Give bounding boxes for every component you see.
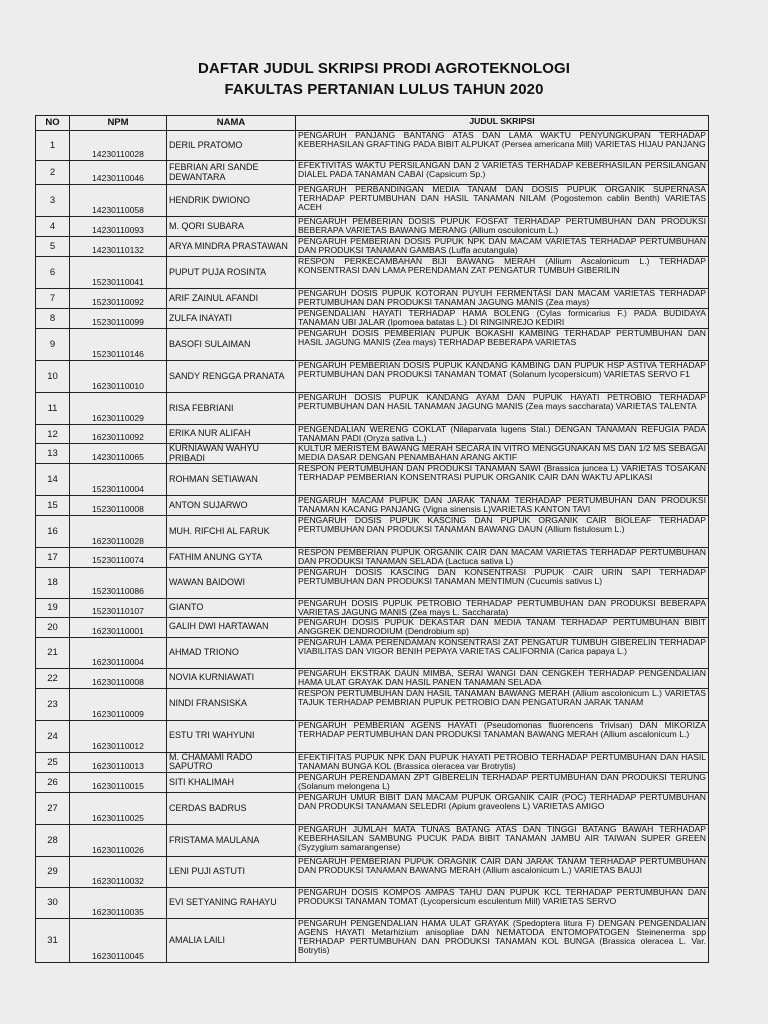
table-row (36, 792, 709, 824)
row-nama: ZULFA INAYATI (167, 309, 296, 329)
row-no: 30 (36, 887, 70, 918)
row-npm: 15230110099 (70, 309, 167, 329)
row-judul: KULTUR MERISTEM BAWANG MERAH SECARA IN VITRO MENGGUNAKAN MS DAN 1/2 MS SEBAGAI MEDIA DASAR DENGAN PENAMBAHAN ARANG AKTIF (296, 444, 709, 464)
row-nama: EVI SETYANING RAHAYU (167, 887, 296, 918)
row-nama: ARIF ZAINUL AFANDI (167, 289, 296, 309)
row-judul: PENGARUH DOSIS KASCING DAN KONSENTRASI PUPUK CAIR URIN SAPI TERHADAP PERTUMBUHAN DAN PRODUKSI TANAMAN MENTIMUN (Cucumis sativus L) (296, 567, 709, 598)
row-no: 12 (36, 425, 70, 444)
table-row (36, 598, 709, 617)
row-judul: PENGARUH DOSIS PUPUK KANDANG AYAM DAN PUPUK HAYATI PETROBIO TERHADAP PERTUMBUHAN DAN HASIL TANAMAN JAGUNG MANIS (Zea mays saccharata) VARIETAS TALENTA (296, 393, 709, 425)
row-nama: SANDY RENGGA PRANATA (167, 361, 296, 393)
row-no: 20 (36, 617, 70, 637)
table-row (36, 567, 709, 598)
row-nama: ANTON SUJARWO (167, 496, 296, 516)
row-judul: PENGARUH PEMBERIAN AGENS HAYATI (Pseudomonas fluorencens Trivisan) DAN MIKORIZA TERHADAP PERTUMBUHAN DAN PRODUKSI TANAMAN BAWANG MERAH (Allium ascalonicum L.) (296, 720, 709, 752)
row-nama: GIANTO (167, 598, 296, 617)
row-no: 13 (36, 444, 70, 464)
row-nama: HENDRIK DWIONO (167, 185, 296, 217)
row-judul: PENGARUH DOSIS PUPUK KOTORAN PUYUH FERMENTASI DAN MACAM VARIETAS TERHADAP PERTUMBUHAN DAN PRODUKSI TANAMAN JAGUNG MANIS (Zea mays) (296, 289, 709, 309)
row-nama: M. QORI SUBARA (167, 217, 296, 237)
row-npm: 14230110058 (70, 185, 167, 217)
thesis-table (35, 115, 709, 963)
row-judul: PENGARUH PEMBERIAN DOSIS PUPUK FOSFAT TERHADAP PERTUMBUHAN DAN PRODUKSI BEBERAPA VARIETAS BAWANG MERANG (Allium osculonicum L.) (296, 217, 709, 237)
row-nama: NINDI FRANSISKA (167, 688, 296, 720)
row-nama: FEBRIAN ARI SANDE DEWANTARA (167, 161, 296, 185)
row-nama: LENI PUJI ASTUTI (167, 856, 296, 887)
row-judul: PENGARUH LAMA PERENDAMAN KONSENTRASI ZAT PENGATUR TUMBUH GIBERELIN TERHADAP VIABILITAS DAN VIGOR BENIH PEPAYA VARIETAS CALIFORNIA (Carica papaya L.) (296, 637, 709, 668)
row-nama: FRISTAMA MAULANA (167, 824, 296, 856)
row-no: 18 (36, 567, 70, 598)
row-no: 21 (36, 637, 70, 668)
table-row (36, 329, 709, 361)
row-judul: PENGARUH DOSIS PUPUK DEKASTAR DAN MEDIA TANAM TERHADAP PERTUMBUHAN BIBIT ANGGREK DENDRODIUM (Dendrobium sp) (296, 617, 709, 637)
table-row (36, 617, 709, 637)
row-no: 28 (36, 824, 70, 856)
row-nama: NOVIA KURNIAWATI (167, 668, 296, 688)
row-npm: 15230110107 (70, 598, 167, 617)
row-judul: PENGARUH PERBANDINGAN MEDIA TANAM DAN DOSIS PUPUK ORGANIK SUPERNASA TERHADAP PERTUMBUHAN DAN HASIL TANAMAN NILAM (Pogostemon cablin Benth) VARIETAS ACEH (296, 185, 709, 217)
table-row (36, 720, 709, 752)
table-row (36, 131, 709, 161)
table-row (36, 161, 709, 185)
row-npm: 16230110013 (70, 752, 167, 772)
row-npm: 16230110025 (70, 792, 167, 824)
row-no: 25 (36, 752, 70, 772)
row-no: 19 (36, 598, 70, 617)
row-npm: 16230110010 (70, 361, 167, 393)
row-judul: PENGENDALIAN HAYATI TERHADAP HAMA BOLENG (Cylas formicarius F.) PADA BUDIDAYA TANAMAN UBI JALAR (Ipomoea batatas L.) DI RINGINREJO KEDIRI (296, 309, 709, 329)
table-row (36, 856, 709, 887)
row-judul: PENGARUH DOSIS PUPUK KASCING DAN PUPUK ORGANIK CAIR BIOLEAF TERHADAP PERTUMBUHAN DAN PRODUKSI TANAMAN BAWANG DAUN (Allium fistulosum L.) (296, 516, 709, 548)
table-row (36, 772, 709, 792)
row-nama: DERIL PRATOMO (167, 131, 296, 161)
row-no: 14 (36, 464, 70, 496)
row-npm: 16230110035 (70, 887, 167, 918)
row-judul: PENGARUH PANJANG BANTANG ATAS DAN LAMA WAKTU PENYUNGKUPAN TERHADAP KEBERHASILAN GRAFTING PADA BIBIT ALPUKAT (Persea americana Mill) VARIETAS HIJAU PANJANG (296, 131, 709, 161)
row-npm: 16230110026 (70, 824, 167, 856)
row-npm: 15230110086 (70, 567, 167, 598)
row-no: 8 (36, 309, 70, 329)
row-nama: ARYA MINDRA PRASTAWAN (167, 237, 296, 257)
row-nama: M. CHAMAMI RADO SAPUTRO (167, 752, 296, 772)
table-row (36, 752, 709, 772)
row-judul: PENGARUH JUMLAH MATA TUNAS BATANG ATAS DAN TINGGI BATANG BAWAH TERHADAP KEBERHASILAN SAMBUNG PUCUK PADA BIBIT TANAMAN JAMBU AIR TAIWAN SUPER GREEN (Syzygium samarangense) (296, 824, 709, 856)
table-row (36, 361, 709, 393)
table-row (36, 393, 709, 425)
table-row (36, 217, 709, 237)
row-npm: 16230110012 (70, 720, 167, 752)
row-npm: 16230110004 (70, 637, 167, 668)
row-no: 22 (36, 668, 70, 688)
row-npm: 16230110008 (70, 668, 167, 688)
row-judul: PENGARUH EKSTRAK DAUN MIMBA, SERAI WANGI DAN CENGKEH TERHADAP PENGENDALIAN HAMA ULAT GRAYAK DAN HASIL PANEN TANAMAN SELADA (296, 668, 709, 688)
row-npm: 16230110032 (70, 856, 167, 887)
table-row (36, 516, 709, 548)
row-nama: ERIKA NUR ALIFAH (167, 425, 296, 444)
row-nama: AMALIA LAILI (167, 918, 296, 962)
row-judul: PENGARUH DOSIS PEMBERIAN PUPUK BOKASHI KAMBING TERHADAP PERTUMBUHAN DAN HASIL JAGUNG MANIS (Zea mays) TERHADAP BEBERAPA VARIETAS (296, 329, 709, 361)
table-row (36, 464, 709, 496)
header-nama: NAMA (167, 116, 296, 131)
table-body (36, 131, 709, 963)
row-nama: BASOFI SULAIMAN (167, 329, 296, 361)
row-judul: RESPON PERTUMBUHAN DAN HASIL TANAMAN BAWANG MERAH (Allium ascolonicum L.) VARIETAS TAJUK TERHADAP PEMBRIAN PUPUK PETROBIO DAN PENGATURAN JARAK TANAM (296, 688, 709, 720)
row-judul: RESPON PERTUMBUHAN DAN PRODUKSI TANAMAN SAWI (Brassica juncea L) VARIETAS TOSAKAN TERHADAP PEMBERIAN KONSENTRASI PUPUK ORGANIK CAIR DAN WAKTU APLIKASI (296, 464, 709, 496)
row-npm: 16230110029 (70, 393, 167, 425)
table-row (36, 309, 709, 329)
row-judul: RESPON PEMBERIAN PUPUK ORGANIK CAIR DAN MACAM VARIETAS TERHADAP PERTUMBUHAN DAN PRODUKSI TANAMAN SELADA (Lactuca sativa L) (296, 548, 709, 567)
row-npm: 15230110004 (70, 464, 167, 496)
row-judul: PENGARUH PEMBERIAN PUPUK ORAGNIK CAIR DAN JARAK TANAM TERHADAP PERTUMBUHAN DAN PRODUKSI TANAMAN BAWANG MERAH (Allium ascalonicum L.) VARIETAS BAUJI (296, 856, 709, 887)
document-subtitle: FAKULTAS PERTANIAN LULUS TAHUN 2020 (224, 81, 544, 98)
table-row (36, 637, 709, 668)
row-judul: PENGARUH PERENDAMAN ZPT GIBERELIN TERHADAP PERTUMBUHAN DAN PRODUKSI TERUNG (Solanum melongena L) (296, 772, 709, 792)
row-npm: 14230110028 (70, 131, 167, 161)
row-nama: AHMAD TRIONO (167, 637, 296, 668)
row-no: 24 (36, 720, 70, 752)
header-no: NO (36, 116, 70, 131)
row-npm: 14230110046 (70, 161, 167, 185)
row-no: 1 (36, 131, 70, 161)
row-no: 7 (36, 289, 70, 309)
row-npm: 16230110009 (70, 688, 167, 720)
row-npm: 15230110146 (70, 329, 167, 361)
row-npm: 16230110045 (70, 918, 167, 962)
row-npm: 16230110001 (70, 617, 167, 637)
table-row (36, 496, 709, 516)
table-row (36, 887, 709, 918)
row-nama: GALIH DWI HARTAWAN (167, 617, 296, 637)
row-nama: ESTU TRI WAHYUNI (167, 720, 296, 752)
row-nama: CERDAS BADRUS (167, 792, 296, 824)
row-no: 29 (36, 856, 70, 887)
row-judul: RESPON PERKECAMBAHAN BIJI BAWANG MERAH (Allium Ascalonicum L.) TERHADAP KONSENTRASI DAN LAMA PERENDAMAN ZAT PENGATUR TUMBUH GIBERILIN (296, 257, 709, 289)
row-nama: RISA FEBRIANI (167, 393, 296, 425)
row-nama: MUH. RIFCHI AL FARUK (167, 516, 296, 548)
row-no: 26 (36, 772, 70, 792)
table-row (36, 289, 709, 309)
row-npm: 14230110065 (70, 444, 167, 464)
row-judul: PENGARUH DOSIS KOMPOS AMPAS TAHU DAN PUPUK KCL TERHADAP PERTUMBUHAN DAN PRODUKSI TANAMAN TOMAT (Lycopersicum esculentum Mill) VARIETAS SERVO (296, 887, 709, 918)
row-nama: ROHMAN SETIAWAN (167, 464, 296, 496)
row-nama: FATHIM ANUNG GYTA (167, 548, 296, 567)
row-nama: PUPUT PUJA ROSINTA (167, 257, 296, 289)
row-judul: EFEKTIFITAS PUPUK NPK DAN PUPUK HAYATI PETROBIO TERHADAP PERTUMBUHAN DAN HASIL TANAMAN BUNGA KOL (Brassica oleracea var Brotrytis) (296, 752, 709, 772)
table-header-row (36, 116, 709, 131)
header-npm: NPM (70, 116, 167, 131)
document-title: DAFTAR JUDUL SKRIPSI PRODI AGROTEKNOLOGI (197, 60, 571, 77)
row-npm: 15230110041 (70, 257, 167, 289)
table-row (36, 918, 709, 962)
row-no: 9 (36, 329, 70, 361)
row-no: 10 (36, 361, 70, 393)
table-row (36, 548, 709, 567)
table-row (36, 444, 709, 464)
row-npm: 14230110132 (70, 237, 167, 257)
row-no: 17 (36, 548, 70, 567)
table-row (36, 185, 709, 217)
header-judul: JUDUL SKRIPSI (296, 116, 709, 131)
row-no: 11 (36, 393, 70, 425)
row-judul: PENGENDALIAN WERENG COKLAT (Nilaparvata lugens Stal.) DENGAN TANAMAN REFUGIA PADA TANAMAN PADI (Oryza sativa L.) (296, 425, 709, 444)
row-npm: 14230110093 (70, 217, 167, 237)
row-no: 6 (36, 257, 70, 289)
row-judul: PENGARUH UMUR BIBIT DAN MACAM PUPUK ORGANIK CAIR (POC) TERHADAP PERTUMBUHAN DAN PRODUKSI TANAMAN SELEDRI (Apium graveolens L) VARIETAS AMIGO (296, 792, 709, 824)
table-row (36, 425, 709, 444)
row-judul: PENGARUH DOSIS PUPUK PETROBIO TERHADAP PERTUMBUHAN DAN PRODUKSI BEBERAPA VARIETAS JAGUNG MANIS (Zea mays L. Saccharata) (296, 598, 709, 617)
row-npm: 16230110015 (70, 772, 167, 792)
row-no: 3 (36, 185, 70, 217)
row-no: 23 (36, 688, 70, 720)
table-row (36, 824, 709, 856)
row-judul: PENGARUH PEMBERIAN DOSIS PUPUK NPK DAN MACAM VARIETAS TERHADAP PERTUMBUHAN DAN PRODUKSI TANAMAN GAMBAS (Luffa acutangula) (296, 237, 709, 257)
row-npm: 15230110074 (70, 548, 167, 567)
row-npm: 15230110092 (70, 289, 167, 309)
row-judul: PENGARUH PEMBERIAN DOSIS PUPUK KANDANG KAMBING DAN PUPUK HSP ASTIVA TERHADAP PERTUMBUHAN DAN PRODUKSI TANAMAN TOMAT (Solanum lycopersicum) VARIETAS SERVO F1 (296, 361, 709, 393)
row-judul: PENGARUH PENGENDALIAN HAMA ULAT GRAYAK (Spedoptera litura F) DENGAN PENGENDALIAN AGENS HAYATI Metarhizium anisopliae DAN NEMATODA ENTOMOPATOGEN Steinenerma spp TERHADAP PERTUMBUHAN DAN PRODUKSI TANAMAN KOL BUNGA (Brassica oleracea L. Var. Botrytis) (296, 918, 709, 962)
table-row (36, 257, 709, 289)
table-row (36, 668, 709, 688)
row-npm: 16230110092 (70, 425, 167, 444)
row-no: 27 (36, 792, 70, 824)
row-nama: WAWAN BAIDOWI (167, 567, 296, 598)
row-no: 16 (36, 516, 70, 548)
row-no: 31 (36, 918, 70, 962)
row-npm: 16230110028 (70, 516, 167, 548)
row-npm: 15230110008 (70, 496, 167, 516)
row-nama: KURNIAWAN WAHYU PRIBADI (167, 444, 296, 464)
row-no: 15 (36, 496, 70, 516)
row-judul: PENGARUH MACAM PUPUK DAN JARAK TANAM TERHADAP PERTUMBUHAN DAN PRODUKSI TANAMAN KACANG PANJANG (Vigna sinensis L)VARIETAS KANTON TAVI (296, 496, 709, 516)
row-nama: SITI KHALIMAH (167, 772, 296, 792)
row-no: 4 (36, 217, 70, 237)
row-no: 2 (36, 161, 70, 185)
row-judul: EFEKTIVITAS WAKTU PERSILANGAN DAN 2 VARIETAS TERHADAP KEBERHASILAN PERSILANGAN DIALEL PADA TANAMAN CABAI (Capsicum Sp.) (296, 161, 709, 185)
row-no: 5 (36, 237, 70, 257)
table-row (36, 688, 709, 720)
table-row (36, 237, 709, 257)
